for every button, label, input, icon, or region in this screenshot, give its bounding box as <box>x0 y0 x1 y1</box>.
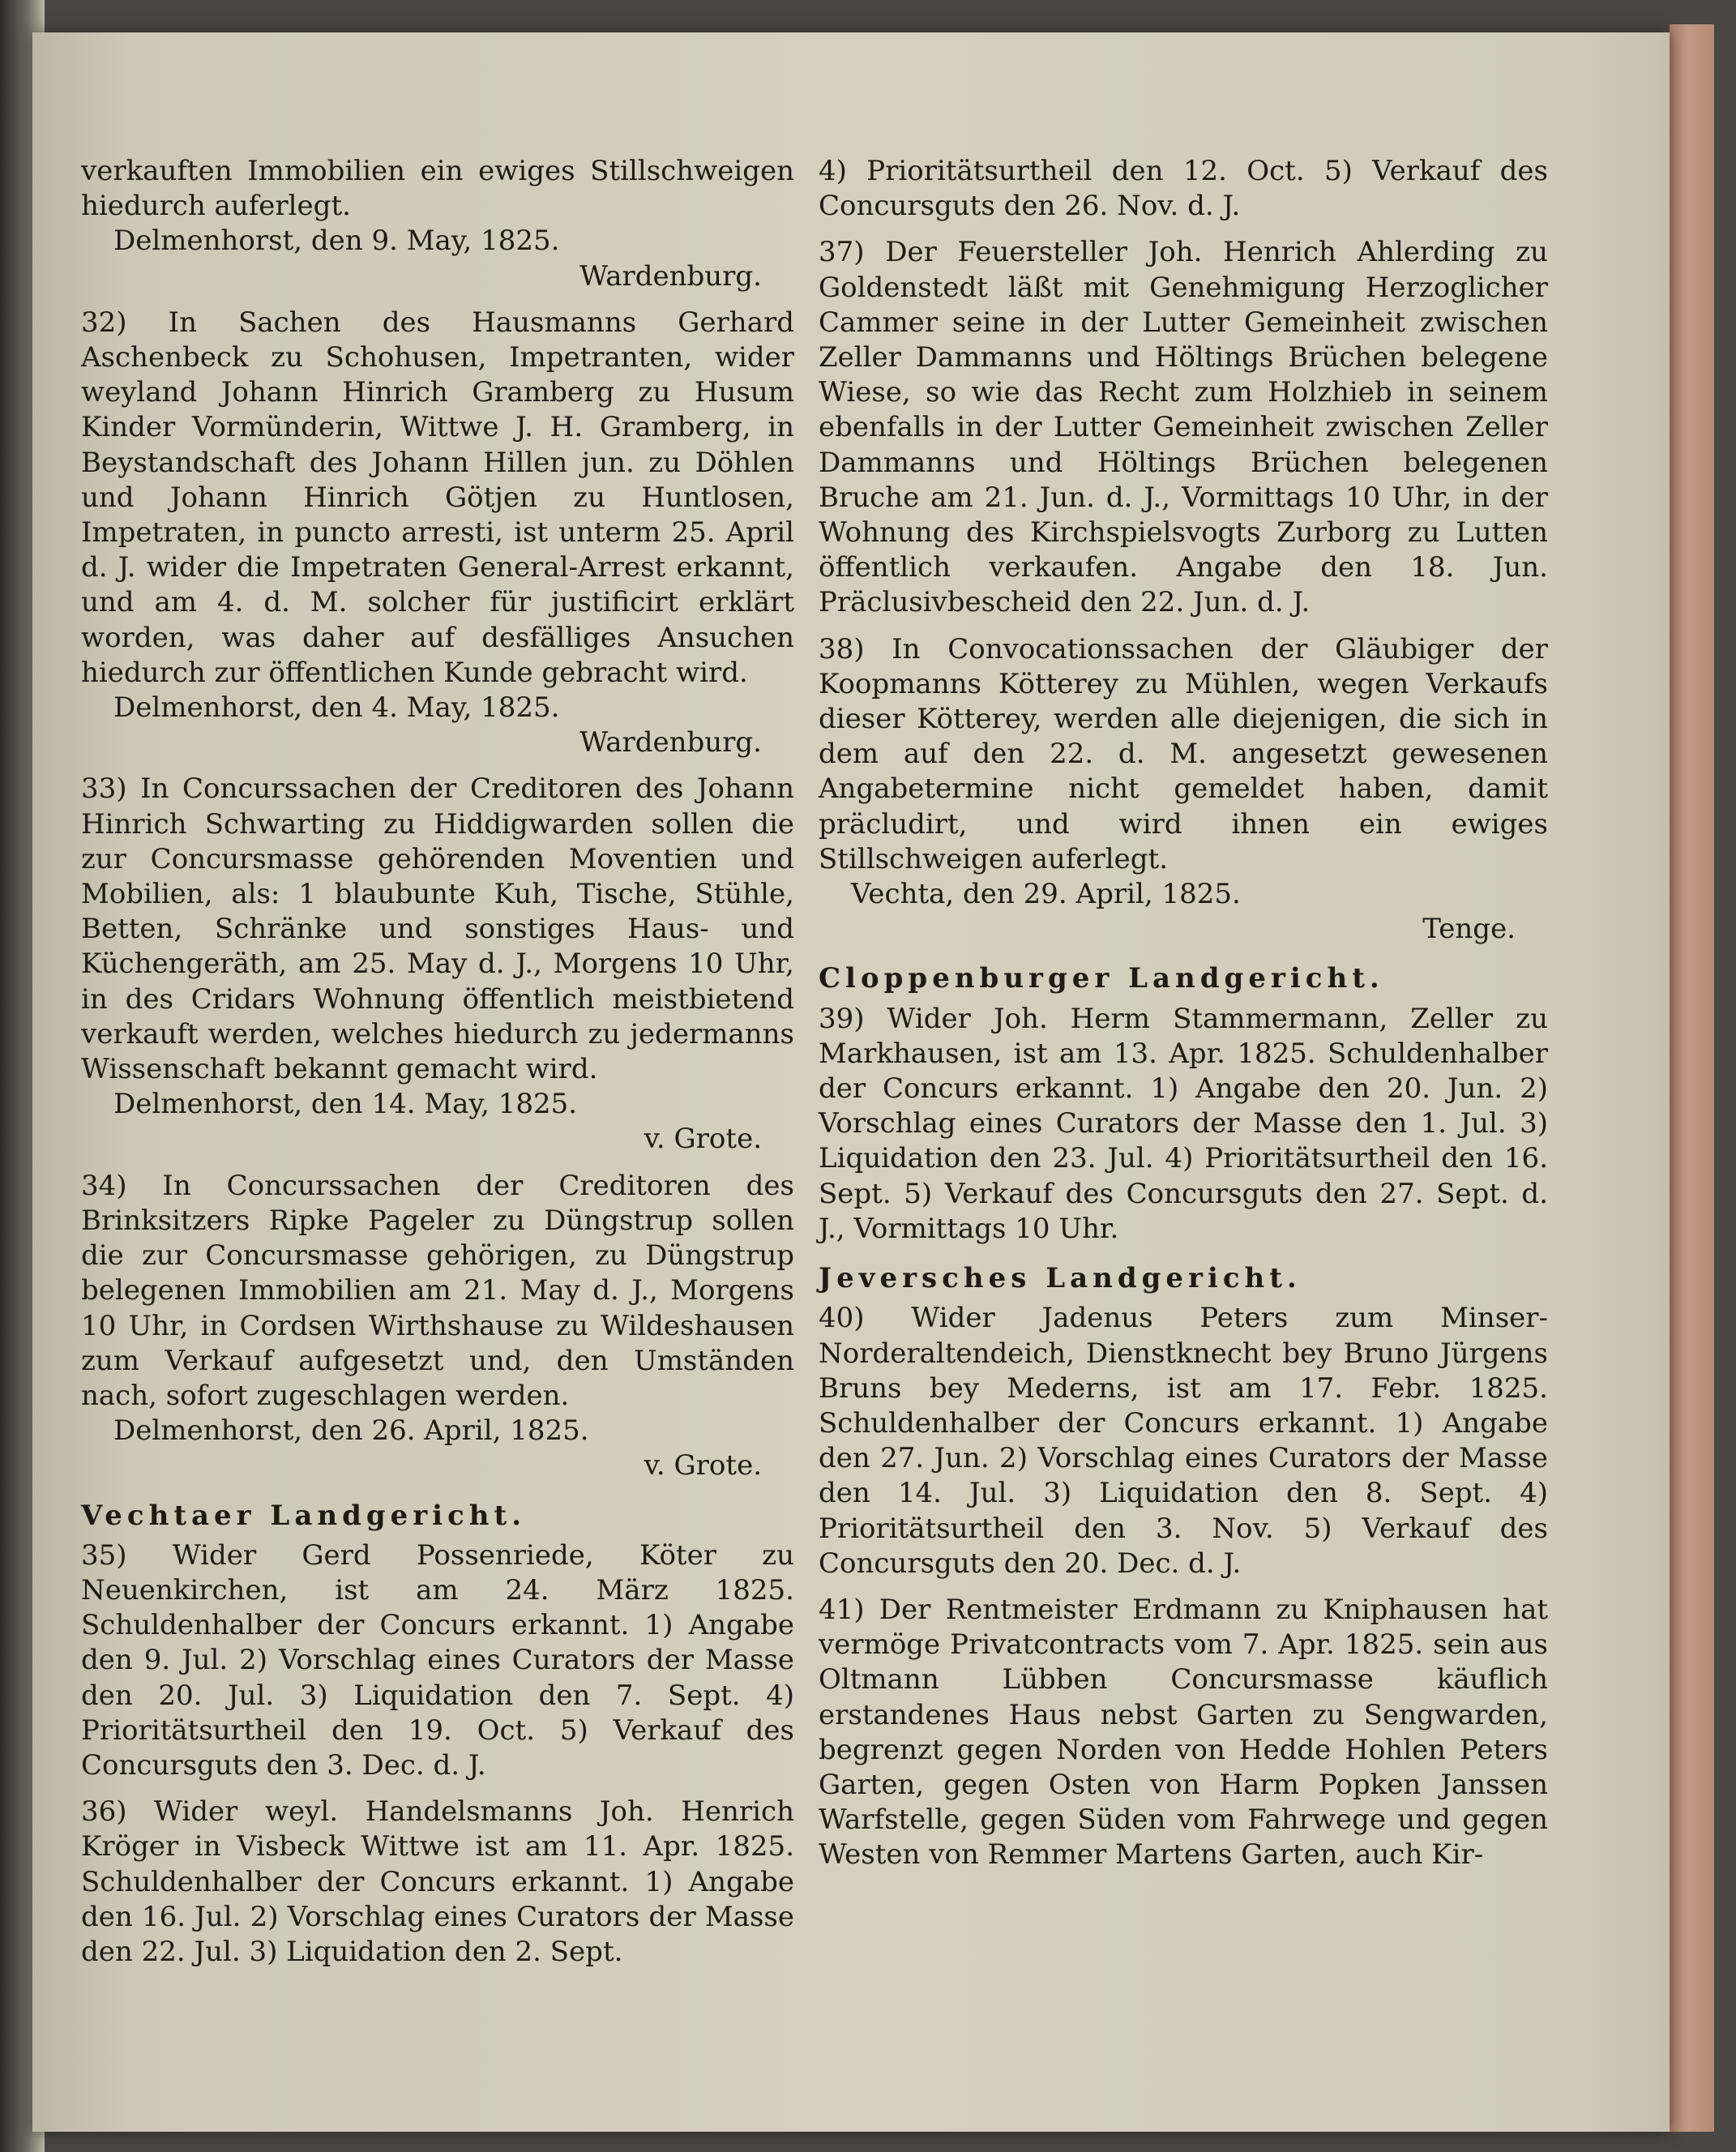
notice-36: 36) Wider weyl. Handelsmanns Joh. Henrich Kröger in Visbeck Wittwe ist am 11. Apr. 1825. Schuldenhalber der Concurs erkannt. 1) Angabe den 16. Jul. 2) Vorschlag eines Curators der Masse den 22. Jul. 3) Liquidation den 2. Sept. <box>81 1795 794 1968</box>
notice-place-date: Delmenhorst, den 9. May, 1825. <box>113 225 560 258</box>
left-column <box>81 154 794 1970</box>
notice-36-continuation: 4) Prioritätsurtheil den 12. Oct. 5) Verkauf des Concursguts den 26. Nov. d. J. <box>819 155 1548 223</box>
notice-signature: Wardenburg. <box>579 259 762 293</box>
page-edges <box>1670 24 1714 2132</box>
notice-place-date: Delmenhorst, den 14. May, 1825. <box>113 1088 578 1121</box>
notice-place-date: Delmenhorst, den 4. May, 1825. <box>113 691 560 725</box>
notice-38: 38) In Convocationssachen der Gläubiger der Koopmanns Kötterey zu Mühlen, wegen Verkaufs dieser Kötterey, werden alle diejenigen, die sich in dem auf den 22. d. M. angesetzt gewesenen Angabetermine nicht gemeldet haben, damit präcludirt, und wird ihnen ein ewiges Stillschweigen auferlegt. <box>819 632 1548 875</box>
notice-signature: v. Grote. <box>644 1449 762 1482</box>
notice-32: 32) In Sachen des Hausmanns Gerhard Aschenbeck zu Schohusen, Impetranten, wider weyland Johann Hinrich Gramberg zu Husum Kinder Vormünderin, Wittwe J. H. Gramberg, in Beystandschaft des Johann Hillen jun. zu Döhlen und Johann Hinrich Götjen zu Huntlosen, Impetraten, in puncto arresti, ist unterm 25. April d. J. wider die Impetraten General-Arrest erkannt, und am 4. d. M. solcher für justificirt erklärt worden, was daher auf desfälliges Ansuchen hiedurch zur öffentlichen Kunde gebracht wird. <box>81 306 794 689</box>
notice-signature: v. Grote. <box>644 1123 762 1156</box>
notice-signature: Wardenburg. <box>579 726 762 759</box>
section-heading-vechta: Vechtaer Landgericht. <box>81 1499 527 1532</box>
notice-40: 40) Wider Jadenus Peters zum Minser-Norderaltendeich, Dienstknecht bey Bruno Jürgens Bruns bey Mederns, ist am 17. Febr. 1825. Schuldenhalber der Concurs erkannt. 1) Angabe den 27. Jun. 2) Vorschlag eines Curators der Masse den 14. Jul. 3) Liquidation den 8. Sept. 4) Prioritätsurtheil den 3. Nov. 5) Verkauf des Concursguts den 20. Dec. d. J. <box>819 1302 1548 1580</box>
notice-35: 35) Wider Gerd Possenriede, Köter zu Neuenkirchen, ist am 24. März 1825. Schuldenhalber der Concurs erkannt. 1) Angabe den 9. Jul. 2) Vorschlag eines Curators der Masse den 20. Jul. 3) Liquidation den 7. Sept. 4) Prioritätsurtheil den 19. Oct. 5) Verkauf des Concursguts den 3. Dec. d. J. <box>81 1538 794 1782</box>
notice-39: 39) Wider Joh. Herm Stammermann, Zeller zu Markhausen, ist am 13. Apr. 1825. Schuldenhalber der Concurs erkannt. 1) Angabe den 20. Jun. 2) Vorschlag eines Curators der Masse den 1. Jul. 3) Liquidation den 23. Jul. 4) Prioritätsurtheil den 16. Sept. 5) Verkauf des Concursguts den 27. Sept. d. J., Vormittags 10 Uhr. <box>819 1002 1548 1245</box>
section-heading-jever: Jeversches Landgericht. <box>819 1262 1302 1295</box>
notice-34: 34) In Concurssachen der Creditoren des Brinksitzers Ripke Pageler zu Düngstrup sollen die zur Concursmasse gehörigen, zu Düngstrup belegenen Immobilien am 21. May d. J., Morgens 10 Uhr, in Cordsen Wirthshause zu Wildeshausen zum Verkauf aufgesetzt und, den Umständen nach, sofort zugeschlagen werden. <box>81 1169 794 1412</box>
right-column <box>819 154 1548 1873</box>
notice-41: 41) Der Rentmeister Erdmann zu Kniphausen hat vermöge Privatcontracts vom 7. Apr. 1825. sein aus Oltmann Lübben Concursmasse käuflich erstandenes Haus nebst Garten zu Sengwarden, begrenzt gegen Norden von Hedde Hohlen Peters Garten, gegen Osten von Harm Popken Janssen Warfstelle, gegen Süden vom Fahrwege und gegen Westen von Remmer Martens Garten, auch Kir- <box>819 1593 1548 1872</box>
notice-37: 37) Der Feuersteller Joh. Henrich Ahlerding zu Goldenstedt läßt mit Genehmigung Herzoglicher Cammer seine in der Lutter Gemeinheit zwischen Zeller Dammanns und Höltings Brüchen belegene Wiese, so wie das Recht zum Holzhieb in seinem ebenfalls in der Lutter Gemeinheit zwischen Zeller Dammanns und Höltings Brüchen belegenen Bruche am 21. Jun. d. J., Vormittags 10 Uhr, in der Wohnung des Kirchspielsvogts Zurborg zu Lutten öffentlich verkaufen. Angabe den 18. Jun. Präclusivbescheid den 22. Jun. d. J. <box>819 236 1548 619</box>
notice-signature: Tenge. <box>1422 913 1516 946</box>
section-heading-cloppenburg: Cloppenburger Landgericht. <box>819 962 1384 995</box>
notice-place-date: Delmenhorst, den 26. April, 1825. <box>113 1414 589 1448</box>
notice-place-date: Vechta, den 29. April, 1825. <box>851 878 1241 911</box>
notice-33: 33) In Concurssachen der Creditoren des Johann Hinrich Schwarting zu Hiddigwarden sollen die zur Concursmasse gehörenden Moventien und Mobilien, als: 1 blaubunte Kuh, Tische, Stühle, Betten, Schränke und sonstiges Haus- und Küchengeräth, am 25. May d. J., Morgens 10 Uhr, in des Cridars Wohnung öffentlich meistbietend verkauft werden, welches hiedurch zu jedermanns Wissenschaft bekannt gemacht wird. <box>81 772 794 1086</box>
notice-continuation: verkauften Immobilien ein ewiges Stillschweigen hiedurch auferlegt. <box>81 155 794 223</box>
